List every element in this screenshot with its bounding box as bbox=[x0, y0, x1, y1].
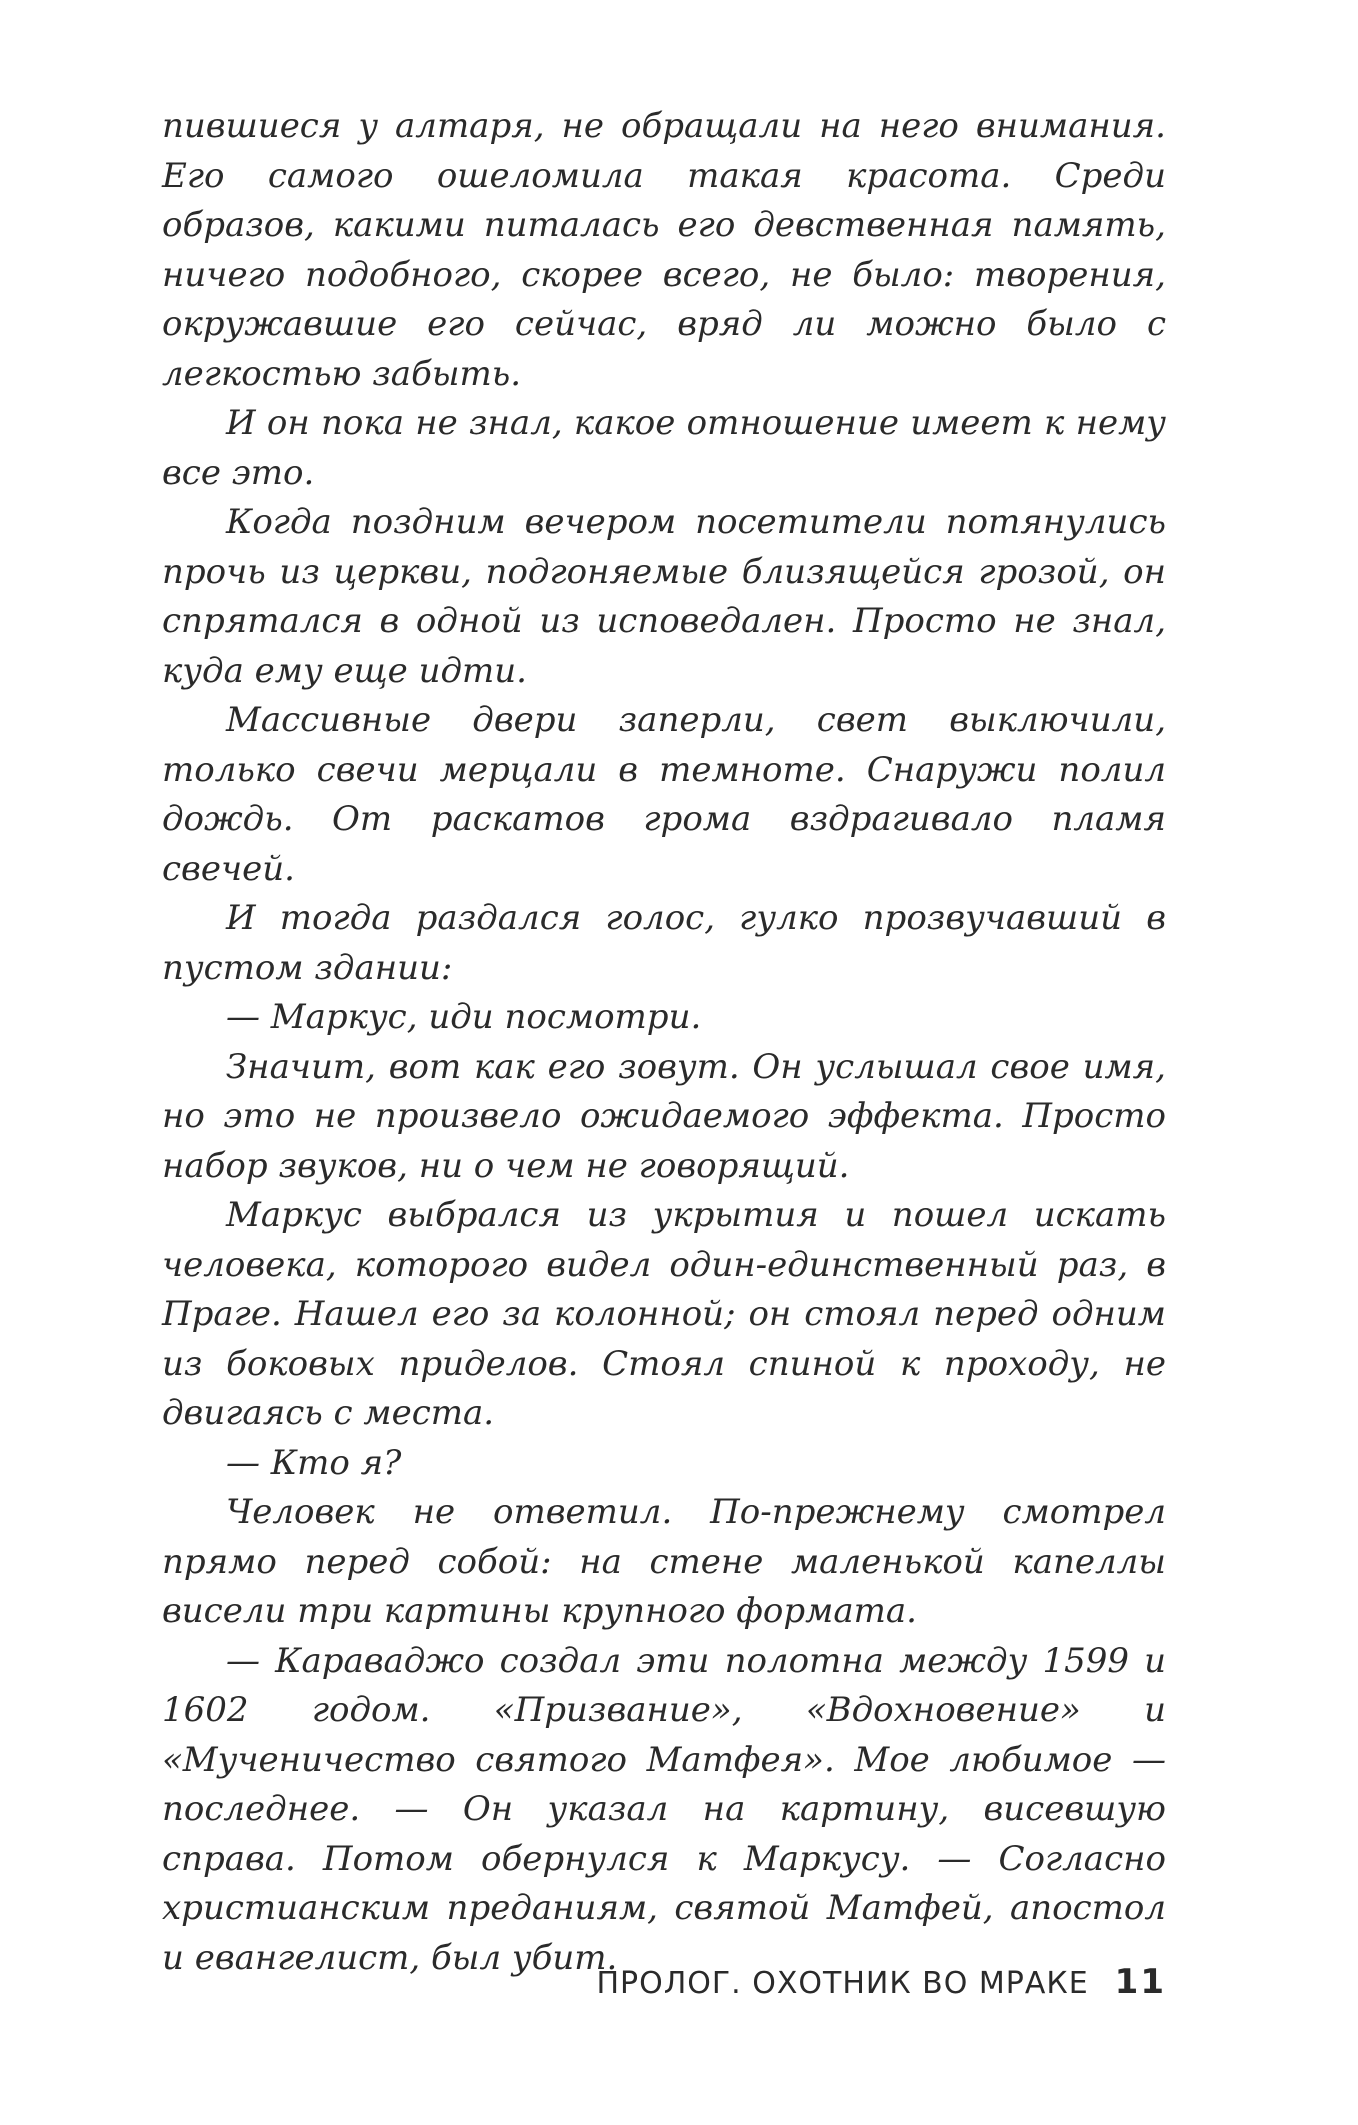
dialogue-line: — Кто я? bbox=[226, 1442, 402, 1483]
paragraph: И тогда раздался голос, гулко прозвучавший в пустом здании: bbox=[162, 898, 1166, 988]
dialogue-line: — Маркус, иди посмотри. bbox=[226, 997, 702, 1037]
paragraph: Когда поздним вечером посетители потянулись прочь из церкви, подгоняемые близящейся грозой, он спрятался в одной из исповедален. Просто не знал, куда ему еще идти. bbox=[162, 502, 1166, 691]
paragraph-continuation: пившиеся у алтаря, не обращали на него внимания. Его самого ошеломила такая красота. Среди образов, какими питалась его девственная память, ничего подобного, скорее всего, не было: творения, окружавшие его сейчас, вряд ли можно было с легкостью забыть. bbox=[162, 106, 1166, 394]
body-text bbox=[162, 102, 1166, 1983]
paragraph: Маркус выбрался из укрытия и пошел искать человека, которого видел один-единственный раз, в Праге. Нашел его за колонной; он стоял перед одним из боковых приделов. Стоял спиной к проходу, не двигаясь с места. bbox=[162, 1195, 1166, 1433]
paragraph: Значит, вот как его зовут. Он услышал свое имя, но это не произвело ожидаемого эффекта. Просто набор звуков, ни о чем не говорящий. bbox=[162, 1046, 1166, 1186]
paragraph: Человек не ответил. По-прежнему смотрел прямо перед собой: на стене маленькой капеллы висели три картины крупного формата. bbox=[162, 1492, 1166, 1631]
paragraph: Массивные двери заперли, свет выключили, только свечи мерцали в темноте. Снаружи полил дождь. От раскатов грома вздрагивало пламя свечей. bbox=[162, 700, 1166, 889]
paragraph: И он пока не знал, какое отношение имеет к нему все это. bbox=[162, 403, 1166, 493]
running-head: ПРОЛОГ. ОХОТНИК ВО МРАКЕ bbox=[596, 1966, 1089, 2001]
page-number: 11 bbox=[1114, 1962, 1166, 2002]
page-footer bbox=[500, 1962, 1166, 2002]
dialogue-line: — Караваджо создал эти полотна между 1599 и 1602 годом. «Призвание», «Вдохновение» и «Мученичество святого Матфея». Мое любимое — последнее. — Он указал на картину, висевшую справа. Потом обернулся к Маркусу. — Согласно христианским преданиям, святой Матфей, апостол и евангелист, был убит. bbox=[162, 1640, 1166, 1978]
